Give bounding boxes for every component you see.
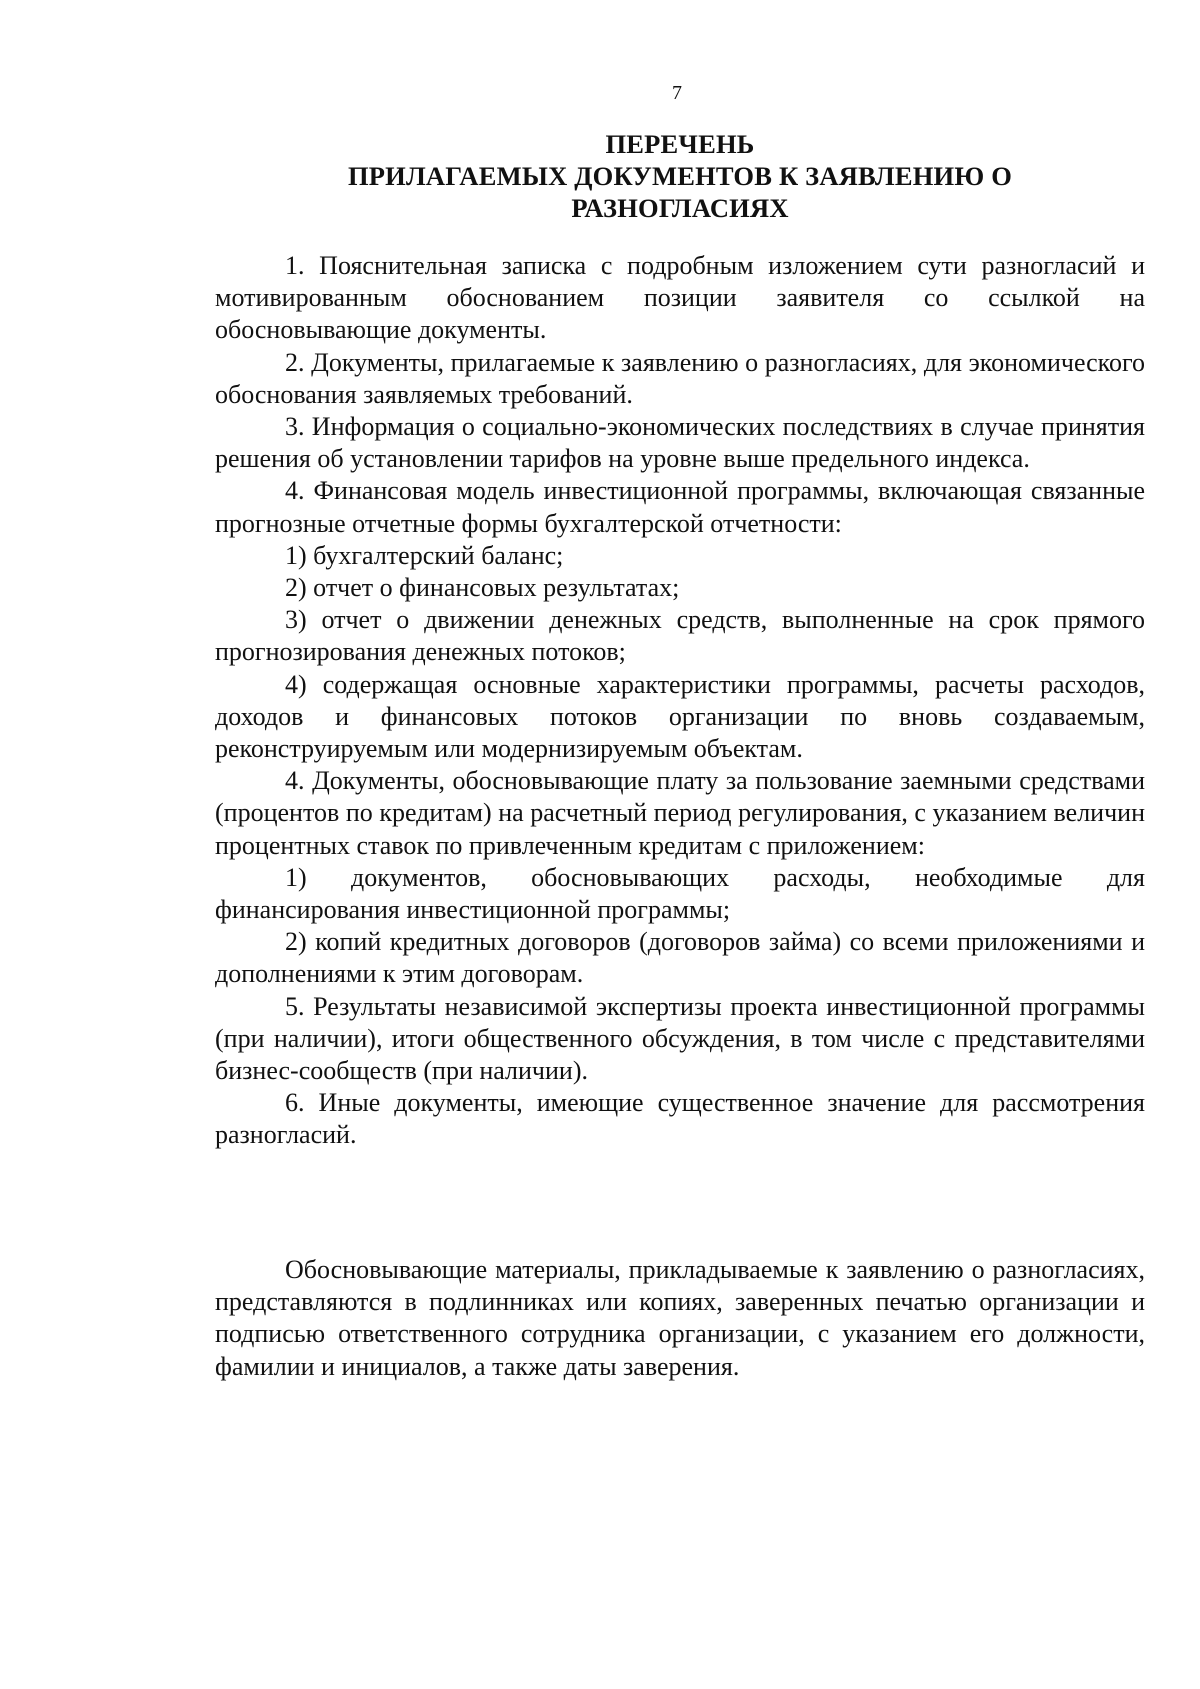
title-line-3: РАЗНОГЛАСИЯХ: [571, 193, 789, 223]
list-item: 2. Документы, прилагаемые к заявлению о разногласиях, для экономического обоснования заявляемых требований.: [215, 347, 1145, 409]
document-list: [215, 250, 1145, 1152]
list-item: 5. Результаты независимой экспертизы проекта инвестиционной программы (при наличии), итоги общественного обсуждения, в том числе с представителями бизнес-сообществ (при наличии).: [215, 991, 1145, 1086]
list-item: 4. Документы, обосновывающие плату за пользование заемными средствами (процентов по кредитам) на расчетный период регулирования, с указанием величин процентных ставок по привлеченным кредитам с приложением:: [215, 766, 1145, 860]
list-item: 2) копий кредитных договоров (договоров займа) со всеми приложениями и дополнениями к этим договорам.: [215, 927, 1145, 989]
list-item: 4) содержащая основные характеристики программы, расчеты расходов, доходов и финансовых потоков организации по вновь создаваемым, реконструируемым или модернизируемым объектам.: [215, 669, 1145, 764]
list-item: 4. Финансовая модель инвестиционной программы, включающая связанные прогнозные отчетные формы бухгалтерской отчетности:: [215, 476, 1145, 538]
title-line-2: ПРИЛАГАЕМЫХ ДОКУМЕНТОВ К ЗАЯВЛЕНИЮ О: [347, 161, 1013, 191]
list-item: 3. Информация о социально-экономических последствиях в случае принятия решения об установлении тарифов на уровне выше предельного индекса.: [215, 412, 1145, 474]
closing-paragraph: [215, 1254, 1145, 1383]
page-number-text: 7: [672, 82, 682, 104]
list-item: 6. Иные документы, имеющие существенное значение для рассмотрения разногласий.: [215, 1088, 1145, 1150]
list-item: 1) бухгалтерский баланс;: [285, 540, 564, 570]
document-title: [215, 128, 1145, 224]
list-item: 3) отчет о движении денежных средств, выполненные на срок прямого прогнозирования денежных потоков;: [215, 605, 1145, 667]
title-line-1: ПЕРЕЧЕНЬ: [605, 129, 755, 159]
closing-text: Обосновывающие материалы, прикладываемые к заявлению о разногласиях, представляются в подлинниках или копиях, заверенных печатью организации и подписью ответственного сотрудника организации, с указанием его должности, фамилии и инициалов, а также даты заверения.: [215, 1255, 1145, 1381]
page-number: [0, 82, 1200, 104]
list-item: 1. Пояснительная записка с подробным изложением сути разногласий и мотивированным обоснованием позиции заявителя со ссылкой на обосновывающие документы.: [215, 251, 1145, 345]
list-item: 2) отчет о финансовых результатах;: [285, 573, 680, 603]
list-item: 1) документов, обосновывающих расходы, необходимые для финансирования инвестиционной программы;: [215, 862, 1145, 925]
